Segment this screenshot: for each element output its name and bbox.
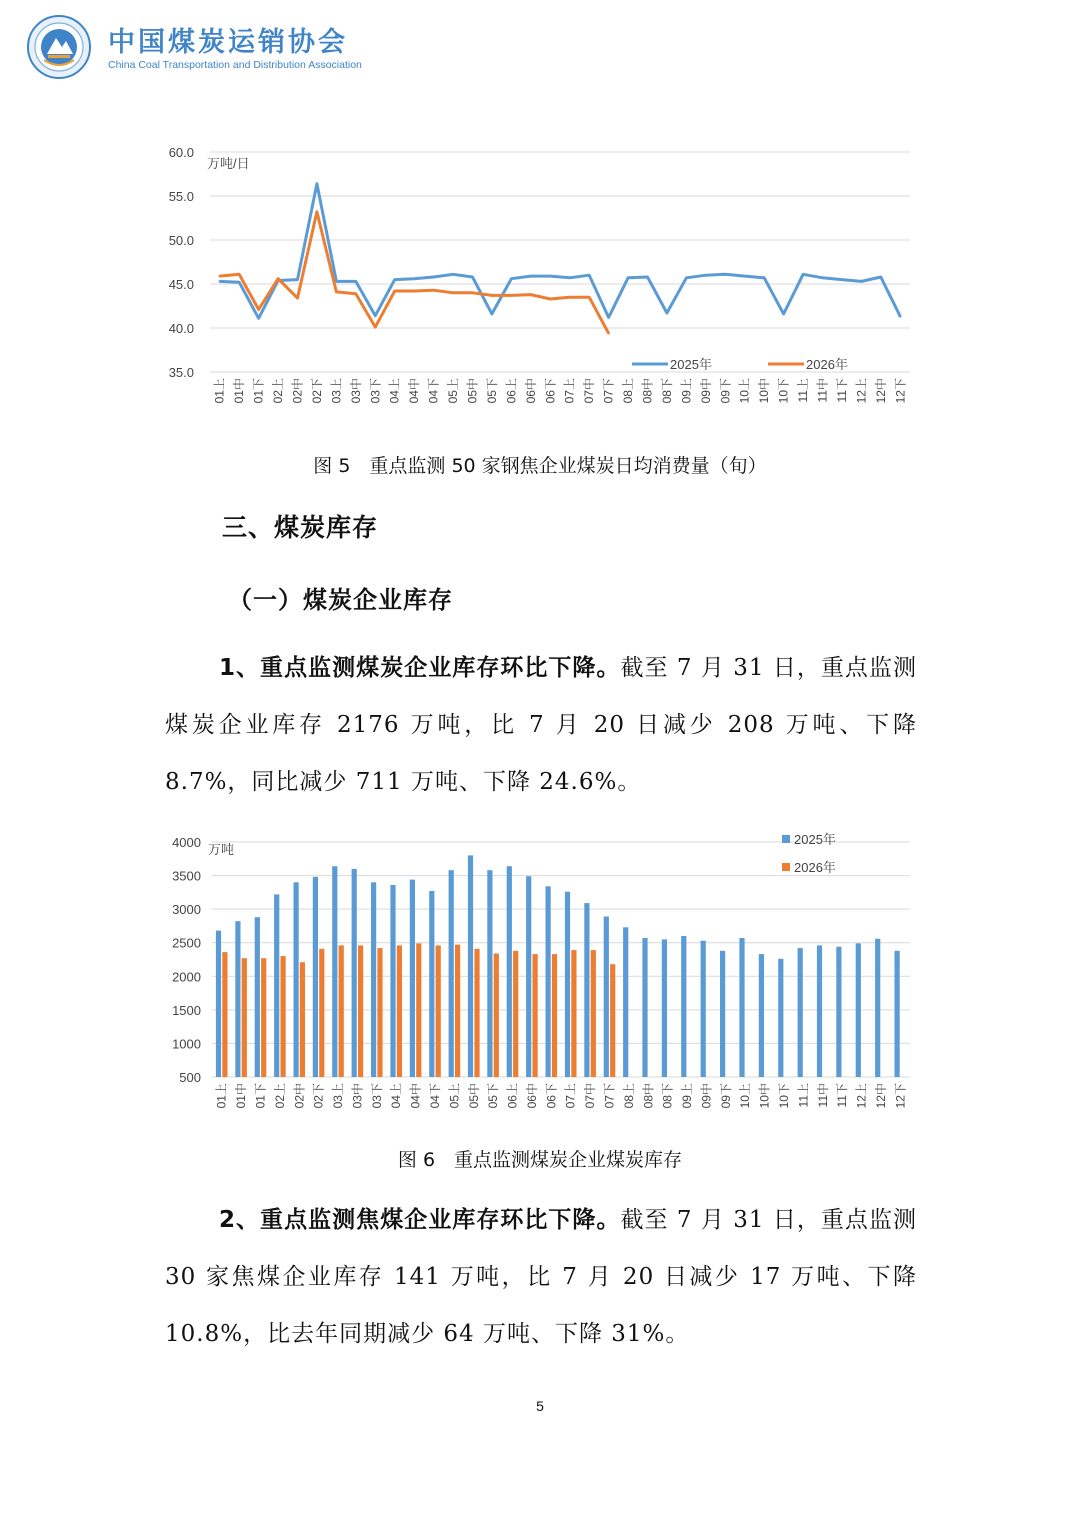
x-tick-label: 09下 bbox=[718, 378, 733, 404]
bar-2025年 bbox=[836, 947, 841, 1077]
data-point bbox=[257, 308, 259, 310]
data-point bbox=[491, 313, 493, 315]
y-tick-label: 3000 bbox=[172, 902, 201, 918]
y-tick-label: 4000 bbox=[172, 835, 201, 850]
bar-2025年 bbox=[584, 903, 589, 1077]
y-unit-label: 万吨/日 bbox=[207, 156, 250, 171]
bar-2025年 bbox=[798, 948, 803, 1077]
x-tick-label: 06中 bbox=[523, 378, 538, 404]
paragraph-coking-coal-stock bbox=[165, 1192, 917, 1363]
x-tick-label: 12上 bbox=[854, 378, 869, 404]
x-tick-label: 01中 bbox=[234, 1083, 249, 1109]
data-point bbox=[744, 275, 746, 277]
data-point bbox=[510, 294, 512, 296]
bar-2026年 bbox=[358, 945, 363, 1077]
bar-2025年 bbox=[546, 886, 551, 1077]
legend-swatch bbox=[782, 863, 790, 871]
y-tick-label: 45.0 bbox=[168, 277, 194, 292]
x-tick-label: 05上 bbox=[447, 1083, 462, 1109]
data-point bbox=[705, 274, 707, 276]
bar-2025年 bbox=[526, 876, 531, 1077]
x-tick-label: 10中 bbox=[757, 1083, 772, 1109]
x-tick-label: 09上 bbox=[679, 378, 694, 404]
y-tick-label: 2000 bbox=[172, 969, 201, 985]
bar-2025年 bbox=[875, 939, 880, 1077]
bar-2025年 bbox=[623, 927, 628, 1077]
bar-2025年 bbox=[739, 938, 744, 1077]
data-point bbox=[569, 277, 571, 279]
bar-2025年 bbox=[468, 855, 473, 1077]
data-point bbox=[646, 276, 648, 278]
x-tick-label: 08下 bbox=[659, 378, 674, 404]
bar-2026年 bbox=[533, 954, 538, 1077]
bar-2026年 bbox=[300, 962, 305, 1077]
bar-2025年 bbox=[216, 931, 221, 1077]
x-tick-label: 06上 bbox=[505, 1083, 520, 1109]
x-tick-label: 04上 bbox=[387, 378, 402, 404]
legend-label: 2026年 bbox=[794, 860, 836, 875]
x-tick-label: 07上 bbox=[562, 378, 577, 404]
bar-2025年 bbox=[759, 954, 764, 1077]
x-tick-label: 10中 bbox=[757, 378, 772, 404]
paragraph-1-lead: 1、重点监测煤炭企业库存环比下降。 bbox=[219, 655, 621, 681]
data-point bbox=[491, 294, 493, 296]
bar-2026年 bbox=[436, 945, 441, 1077]
subsection-heading: （一）煤炭企业库存 bbox=[228, 585, 453, 614]
bar-2025年 bbox=[487, 870, 492, 1077]
x-tick-label: 05中 bbox=[466, 1083, 481, 1109]
x-tick-label: 03下 bbox=[369, 1083, 384, 1109]
bar-2026年 bbox=[397, 945, 402, 1077]
x-tick-label: 01上 bbox=[212, 378, 227, 404]
legend-label: 2026年 bbox=[806, 357, 848, 372]
paragraph-1-text: 截至 7 月 31 日，重点监测煤炭企业库存 2176 万吨，比 7 月 20 日减少 208 万吨、下降 8.7%，同比减少 711 万吨、下降 24.6%。 bbox=[165, 655, 917, 795]
y-tick-label: 40.0 bbox=[168, 321, 194, 336]
bar-2026年 bbox=[591, 950, 596, 1077]
data-point bbox=[219, 275, 221, 277]
x-tick-label: 08下 bbox=[660, 1083, 675, 1109]
data-point bbox=[355, 292, 357, 294]
data-point bbox=[685, 277, 687, 279]
bar-2025年 bbox=[817, 945, 822, 1077]
paragraph-2-text: 截至 7 月 31 日，重点监测 30 家焦煤企业库存 141 万吨，比 7 月 20 日减少 17 万吨、下降 10.8%，比去年同期减少 64 万吨、下降 31%。 bbox=[165, 1207, 917, 1347]
legend-label: 2025年 bbox=[794, 832, 836, 847]
x-tick-label: 02上 bbox=[271, 378, 286, 404]
x-tick-label: 05下 bbox=[486, 1083, 501, 1109]
x-tick-label: 03中 bbox=[350, 1083, 365, 1109]
y-tick-label: 60.0 bbox=[168, 145, 194, 160]
bar-2025年 bbox=[429, 891, 434, 1077]
x-tick-label: 03下 bbox=[368, 378, 383, 404]
x-tick-label: 11下 bbox=[834, 378, 849, 403]
paragraph-2-lead: 2、重点监测焦煤企业库存环比下降。 bbox=[219, 1207, 621, 1233]
association-logo-icon bbox=[26, 14, 92, 80]
x-tick-label: 04下 bbox=[427, 1083, 442, 1109]
x-tick-label: 07下 bbox=[601, 378, 616, 404]
x-tick-label: 12下 bbox=[893, 378, 908, 404]
data-point bbox=[355, 280, 357, 282]
x-tick-label: 06下 bbox=[544, 1083, 559, 1109]
x-tick-label: 08中 bbox=[641, 1083, 656, 1109]
page-header bbox=[26, 14, 426, 84]
data-point bbox=[530, 275, 532, 277]
bar-2025年 bbox=[255, 917, 260, 1077]
line-chart-daily-consumption bbox=[150, 140, 930, 425]
bar-2025年 bbox=[507, 866, 512, 1077]
data-point bbox=[335, 291, 337, 293]
x-tick-label: 04下 bbox=[426, 378, 441, 404]
x-tick-label: 09上 bbox=[680, 1083, 695, 1109]
y-tick-label: 35.0 bbox=[168, 365, 194, 380]
bar-2026年 bbox=[416, 943, 421, 1077]
y-tick-label: 50.0 bbox=[168, 233, 194, 248]
bar-2025年 bbox=[720, 951, 725, 1077]
bar-2026年 bbox=[552, 954, 557, 1077]
paragraph-coal-enterprise-stock bbox=[165, 640, 917, 811]
data-point bbox=[724, 273, 726, 275]
data-point bbox=[316, 211, 318, 213]
data-point bbox=[238, 281, 240, 283]
bar-2025年 bbox=[642, 938, 647, 1077]
data-point bbox=[374, 314, 376, 316]
bar-2026年 bbox=[455, 945, 460, 1077]
bar-2025年 bbox=[352, 869, 357, 1077]
data-point bbox=[394, 290, 396, 292]
x-tick-label: 08中 bbox=[640, 378, 655, 404]
data-point bbox=[666, 312, 668, 314]
data-point bbox=[627, 277, 629, 279]
x-tick-label: 02上 bbox=[272, 1083, 287, 1109]
bar-2025年 bbox=[294, 882, 299, 1077]
y-tick-label: 2500 bbox=[172, 935, 201, 951]
data-point bbox=[257, 317, 259, 319]
bar-2025年 bbox=[662, 939, 667, 1077]
x-tick-label: 07下 bbox=[602, 1083, 617, 1109]
data-point bbox=[569, 296, 571, 298]
bar-2025年 bbox=[701, 941, 706, 1077]
bar-2026年 bbox=[339, 945, 344, 1077]
bar-2026年 bbox=[281, 956, 286, 1077]
x-tick-label: 11中 bbox=[815, 378, 830, 403]
data-point bbox=[296, 278, 298, 280]
bar-2025年 bbox=[332, 866, 337, 1077]
x-tick-label: 12中 bbox=[873, 378, 888, 404]
data-point bbox=[821, 277, 823, 279]
bar-2025年 bbox=[449, 870, 454, 1077]
x-tick-label: 05中 bbox=[465, 378, 480, 404]
data-point bbox=[394, 278, 396, 280]
data-point bbox=[413, 278, 415, 280]
x-tick-label: 03上 bbox=[329, 378, 344, 404]
data-point bbox=[607, 332, 609, 334]
series-line-2026年 bbox=[220, 212, 609, 333]
y-unit-label: 万吨 bbox=[208, 842, 235, 857]
org-name-en: China Coal Transportation and Distribution Association bbox=[108, 59, 362, 71]
data-point bbox=[782, 313, 784, 315]
bar-2026年 bbox=[571, 950, 576, 1077]
x-tick-label: 05下 bbox=[484, 378, 499, 404]
data-point bbox=[763, 277, 765, 279]
bar-2025年 bbox=[371, 882, 376, 1077]
data-point bbox=[530, 293, 532, 295]
data-point bbox=[471, 276, 473, 278]
data-point bbox=[452, 273, 454, 275]
data-point bbox=[219, 280, 221, 282]
x-tick-label: 07上 bbox=[563, 1083, 578, 1109]
data-point bbox=[510, 278, 512, 280]
x-tick-label: 07中 bbox=[583, 1083, 598, 1109]
x-tick-label: 08上 bbox=[621, 378, 636, 404]
x-tick-label: 03中 bbox=[348, 378, 363, 404]
data-point bbox=[802, 273, 804, 275]
x-tick-label: 06下 bbox=[543, 378, 558, 404]
x-tick-label: 10下 bbox=[776, 378, 791, 404]
figure-6-caption: 图 6 重点监测煤炭企业煤炭库存 bbox=[397, 1149, 683, 1171]
bar-2026年 bbox=[474, 949, 479, 1077]
x-tick-label: 10上 bbox=[738, 1083, 753, 1109]
x-tick-label: 11下 bbox=[835, 1083, 850, 1108]
bar-2025年 bbox=[235, 921, 240, 1077]
data-point bbox=[413, 290, 415, 292]
data-point bbox=[432, 276, 434, 278]
data-point bbox=[841, 278, 843, 280]
data-point bbox=[860, 280, 862, 282]
data-point bbox=[588, 274, 590, 276]
bar-2025年 bbox=[681, 936, 686, 1077]
x-tick-label: 12上 bbox=[854, 1083, 869, 1109]
y-tick-label: 1500 bbox=[172, 1002, 201, 1018]
x-tick-label: 10下 bbox=[776, 1083, 791, 1109]
org-name-cn: 中国煤炭运销协会 bbox=[108, 27, 348, 58]
y-tick-label: 55.0 bbox=[168, 189, 194, 204]
data-point bbox=[277, 278, 279, 280]
x-tick-label: 01中 bbox=[232, 378, 247, 404]
legend-label: 2025年 bbox=[670, 357, 712, 372]
x-tick-label: 12中 bbox=[873, 1083, 888, 1109]
data-point bbox=[549, 275, 551, 277]
bar-chart-coal-stock bbox=[150, 830, 930, 1125]
data-point bbox=[316, 182, 318, 184]
x-tick-label: 01上 bbox=[214, 1083, 229, 1109]
bar-2025年 bbox=[778, 959, 783, 1077]
data-point bbox=[899, 315, 901, 317]
x-tick-label: 07中 bbox=[582, 378, 597, 404]
y-tick-label: 3500 bbox=[172, 868, 201, 884]
bar-2025年 bbox=[565, 892, 570, 1077]
data-point bbox=[452, 292, 454, 294]
y-tick-label: 1000 bbox=[172, 1036, 201, 1052]
page-number: 5 bbox=[536, 1398, 544, 1414]
bar-2026年 bbox=[242, 958, 247, 1077]
bar-2025年 bbox=[895, 951, 900, 1077]
x-tick-label: 02中 bbox=[292, 1083, 307, 1109]
x-tick-label: 09中 bbox=[698, 378, 713, 404]
data-point bbox=[471, 292, 473, 294]
x-tick-label: 01下 bbox=[253, 1083, 268, 1109]
x-tick-label: 10上 bbox=[737, 378, 752, 404]
x-tick-label: 09中 bbox=[699, 1083, 714, 1109]
legend-swatch bbox=[782, 835, 790, 843]
bar-2026年 bbox=[319, 949, 324, 1077]
x-tick-label: 11上 bbox=[796, 378, 811, 403]
x-tick-label: 04中 bbox=[407, 378, 422, 404]
x-tick-label: 02中 bbox=[290, 378, 305, 404]
y-tick-label: 500 bbox=[179, 1070, 201, 1085]
bar-2025年 bbox=[410, 880, 415, 1077]
x-tick-label: 03上 bbox=[331, 1083, 346, 1109]
x-tick-label: 04中 bbox=[408, 1083, 423, 1109]
x-tick-label: 09下 bbox=[718, 1083, 733, 1109]
bar-2026年 bbox=[377, 948, 382, 1077]
bar-2026年 bbox=[222, 952, 227, 1077]
x-tick-label: 05上 bbox=[446, 378, 461, 404]
bar-2025年 bbox=[856, 943, 861, 1077]
x-tick-label: 01下 bbox=[251, 378, 266, 404]
x-tick-label: 02下 bbox=[311, 1083, 326, 1109]
bar-2025年 bbox=[313, 877, 318, 1077]
data-point bbox=[607, 316, 609, 318]
data-point bbox=[238, 273, 240, 275]
x-tick-label: 12下 bbox=[893, 1083, 908, 1109]
bar-2025年 bbox=[274, 894, 279, 1077]
figure-5-caption: 图 5 重点监测 50 家钢焦企业煤炭日均消费量（旬） bbox=[313, 455, 767, 477]
x-tick-label: 11中 bbox=[815, 1083, 830, 1108]
bar-2026年 bbox=[513, 951, 518, 1077]
data-point bbox=[588, 296, 590, 298]
bar-2026年 bbox=[494, 954, 499, 1078]
bar-2026年 bbox=[261, 958, 266, 1077]
x-tick-label: 06中 bbox=[524, 1083, 539, 1109]
bar-2025年 bbox=[604, 917, 609, 1078]
x-tick-label: 08上 bbox=[621, 1083, 636, 1109]
bar-2025年 bbox=[390, 885, 395, 1077]
data-point bbox=[432, 289, 434, 291]
data-point bbox=[374, 326, 376, 328]
x-tick-label: 11上 bbox=[796, 1083, 811, 1108]
section-heading: 三、煤炭库存 bbox=[222, 513, 379, 542]
bar-2026年 bbox=[610, 964, 615, 1077]
x-tick-label: 06上 bbox=[504, 378, 519, 404]
x-tick-label: 04上 bbox=[389, 1083, 404, 1109]
data-point bbox=[549, 298, 551, 300]
x-tick-label: 02下 bbox=[309, 378, 324, 404]
data-point bbox=[296, 297, 298, 299]
data-point bbox=[880, 276, 882, 278]
